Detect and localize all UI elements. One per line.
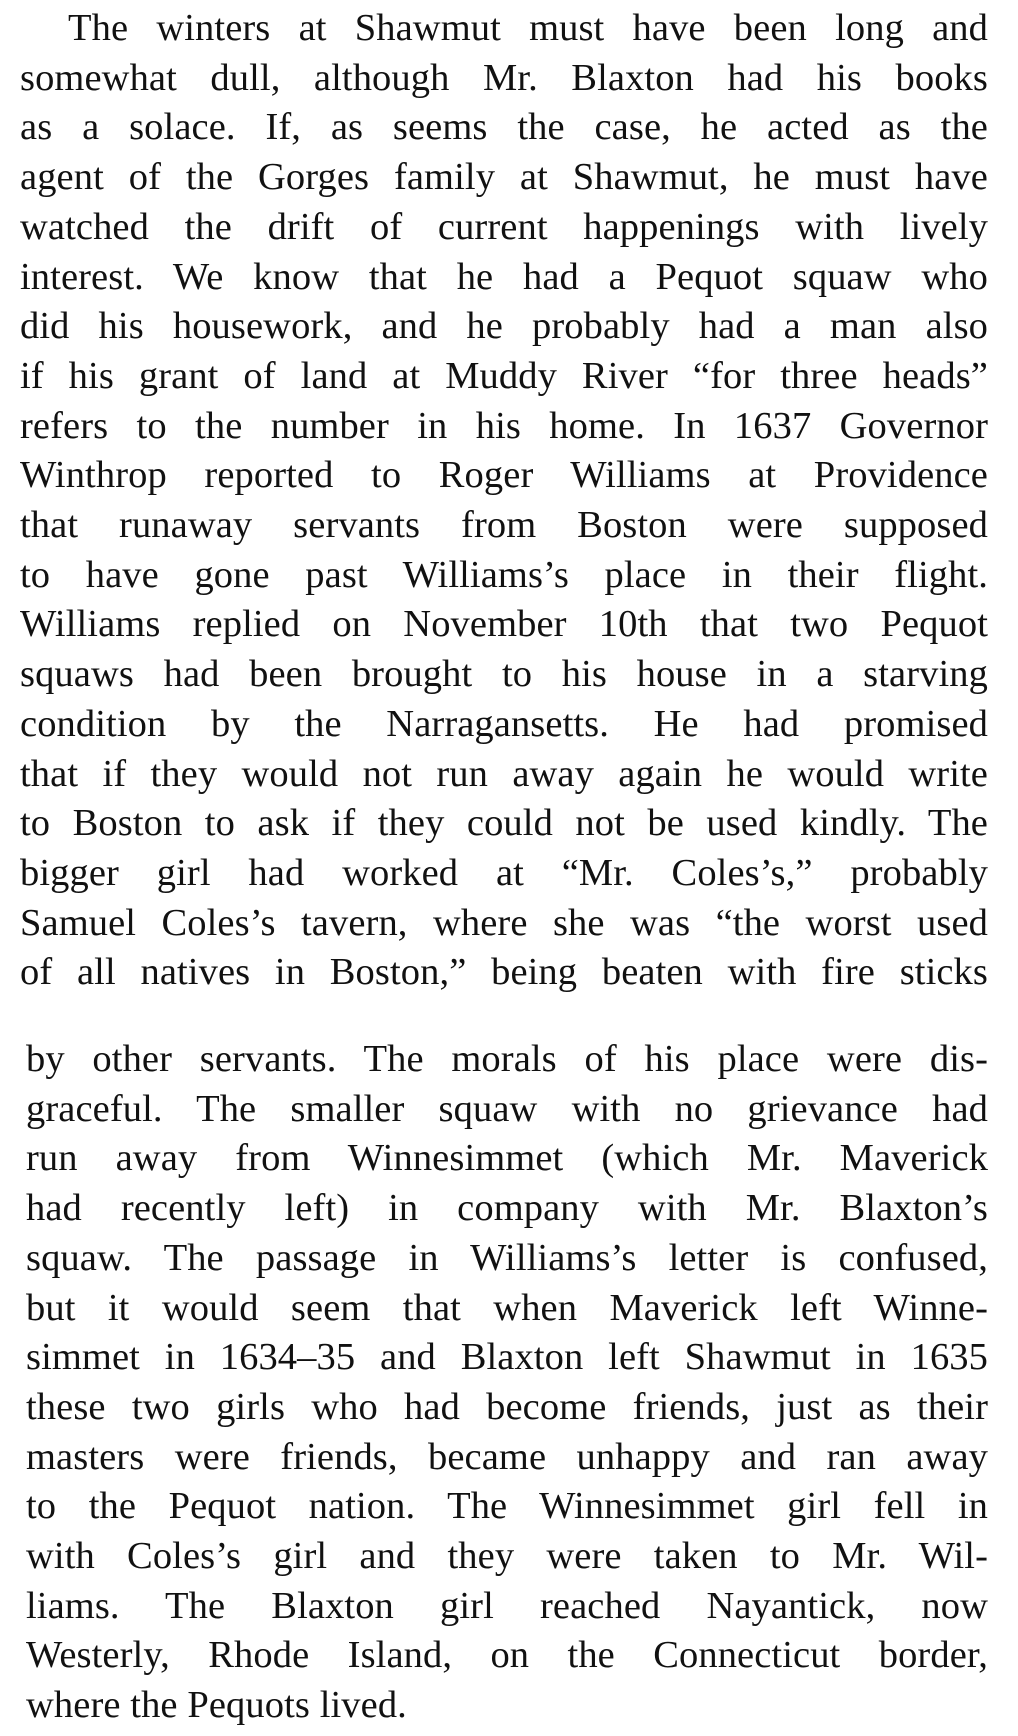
text-line: Winthrop reported to Roger Williams at Providence xyxy=(20,454,988,497)
text-line: by other servants. The morals of his place were dis- xyxy=(26,1038,988,1080)
text-line: to the Pequot nation. The Winnesimmet girl fell in xyxy=(26,1485,988,1528)
text-line: watched the drift of current happenings with lively xyxy=(20,205,988,248)
text-line: of all natives in Boston,” being beaten with fire sticks xyxy=(20,951,988,994)
text-line: Westerly, Rhode Island, on the Connecticut border, xyxy=(26,1634,988,1677)
text-line: simmet in 1634–35 and Blaxton left Shawmut in 1635 xyxy=(26,1336,988,1379)
text-line: to have gone past Williams’s place in their flight. xyxy=(20,553,988,596)
text-line: did his housework, and he probably had a man also xyxy=(20,305,988,348)
text-line: had recently left) in company with Mr. Blaxton’s xyxy=(26,1187,988,1230)
text-line: masters were friends, became unhappy and ran away xyxy=(26,1435,988,1478)
text-line: squaw. The passage in Williams’s letter is confused, xyxy=(26,1236,988,1279)
text-line: graceful. The smaller squaw with no grievance had xyxy=(26,1087,988,1130)
paragraph-2 xyxy=(26,1035,988,1731)
text-line: agent of the Gorges family at Shawmut, he must have xyxy=(20,156,988,199)
text-line: somewhat dull, although Mr. Blaxton had his books xyxy=(20,56,988,99)
text-line: where the Pequots lived. xyxy=(26,1684,407,1727)
text-line: liams. The Blaxton girl reached Nayantick, now xyxy=(26,1584,988,1627)
text-line: that runaway servants from Boston were supposed xyxy=(20,504,988,547)
text-line: but it would seem that when Maverick left Winne- xyxy=(26,1286,988,1329)
text-line: as a solace. If, as seems the case, he acted as the xyxy=(20,106,988,149)
text-line: refers to the number in his home. In 1637 Governor xyxy=(20,404,988,447)
text-line: condition by the Narragansetts. He had promised xyxy=(20,702,988,745)
paragraph-1 xyxy=(20,4,988,998)
text-line: these two girls who had become friends, just as their xyxy=(26,1385,988,1428)
text-line: bigger girl had worked at “Mr. Coles’s,” probably xyxy=(20,851,988,894)
text-line: interest. We know that he had a Pequot squaw who xyxy=(20,255,988,298)
text-line: squaws had been brought to his house in a starving xyxy=(20,653,988,696)
text-line: Samuel Coles’s tavern, where she was “the worst used xyxy=(20,901,988,944)
text-line: that if they would not run away again he would write xyxy=(20,752,988,795)
text-line: Williams replied on November 10th that two Pequot xyxy=(20,603,988,646)
text-line: to Boston to ask if they could not be used kindly. The xyxy=(20,802,988,845)
text-line: The winters at Shawmut must have been long and xyxy=(68,7,988,49)
text-line: with Coles’s girl and they were taken to Mr. Wil- xyxy=(26,1535,988,1578)
text-line: if his grant of land at Muddy River “for three heads” xyxy=(20,354,988,397)
text-line: run away from Winnesimmet (which Mr. Maverick xyxy=(26,1137,988,1180)
